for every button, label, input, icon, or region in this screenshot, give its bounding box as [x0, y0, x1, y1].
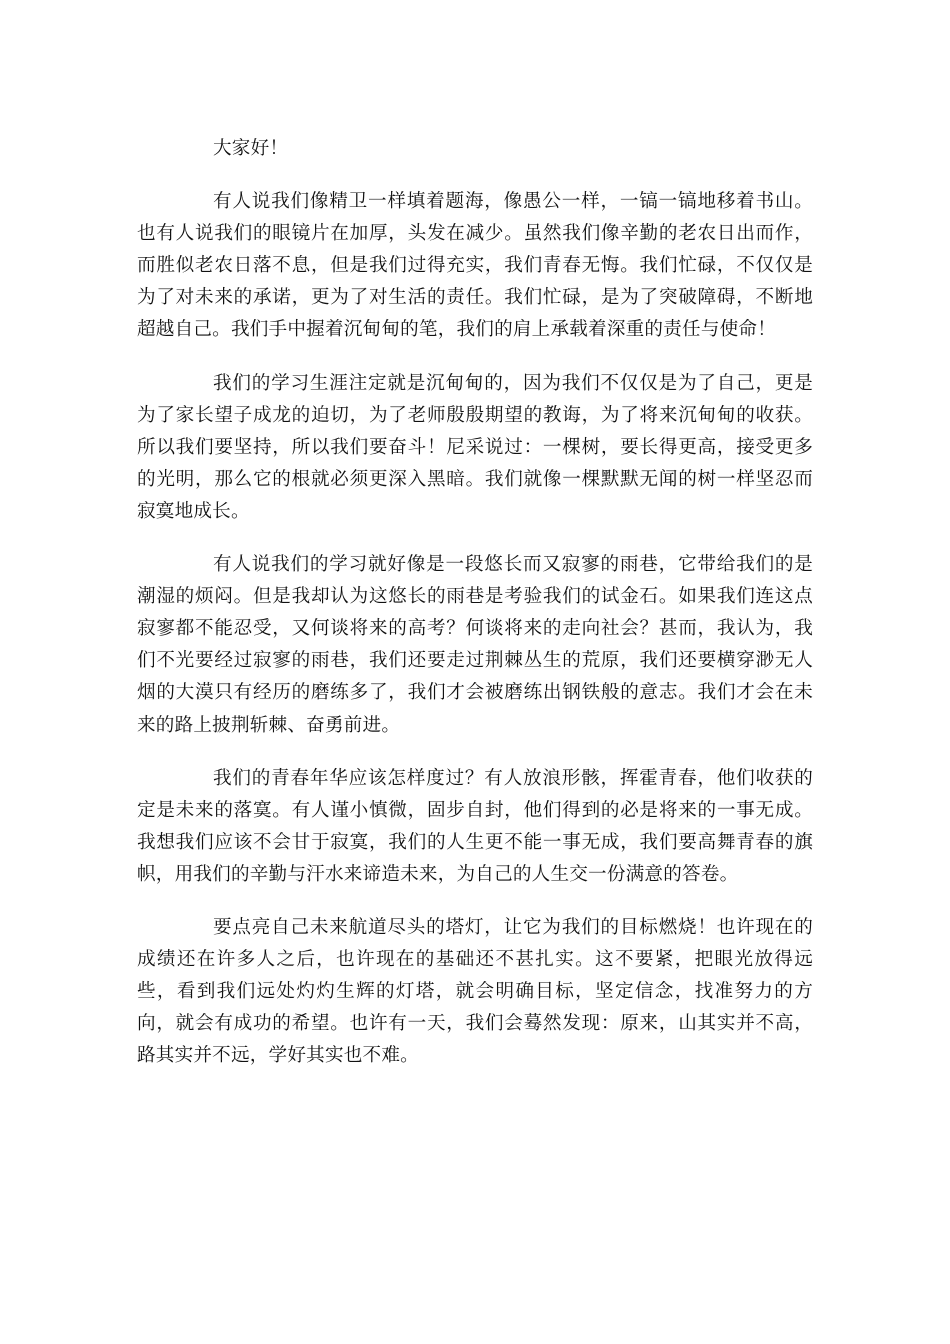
paragraph-5: 要点亮自己未来航道尽头的塔灯，让它为我们的目标燃烧！也许现在的成绩还在许多人之后，也许现在的基础还不甚扎实。这不要紧，把眼光放得远些，看到我们远处灼灼生辉的灯塔，就会明确目标，坚定信念，找准努力的方向，就会有成功的希望。也许有一天，我们会蓦然发现：原来，山其实并不高，路其实并不远，学好其实也不难。: [137, 916, 813, 1067]
paragraph-2: 我们的学习生涯注定就是沉甸甸的，因为我们不仅仅是为了自己，更是为了家长望子成龙的迫切，为了老师殷殷期望的教诲，为了将来沉甸甸的收获。所以我们要坚持，所以我们要奋斗！尼采说过：一棵树，要长得更高，接受更多的光明，那么它的根就必须更深入黑暗。我们就像一棵默默无闻的树一样坚忍而寂寞地成长。: [137, 372, 813, 522]
speech-text: [137, 133, 813, 1093]
paragraph-1: 有人说我们像精卫一样填着题海，像愚公一样，一镐一镐地移着书山。也有人说我们的眼镜片在加厚，头发在减少。虽然我们像辛勤的老农日出而作，而胜似老农日落不息，但是我们过得充实，我们青春无悔。我们忙碌，不仅仅是为了对未来的承诺，更为了对生活的责任。我们忙碌，是为了突破障碍，不断地超越自己。我们手中握着沉甸甸的笔，我们的肩上承载着深重的责任与使命！: [137, 191, 813, 341]
greeting: 大家好！: [213, 138, 289, 159]
paragraph-3: 有人说我们的学习就好像是一段悠长而又寂寥的雨巷，它带给我们的是潮湿的烦闷。但是我却认为这悠长的雨巷是考验我们的试金石。如果我们连这点寂寥都不能忍受，又何谈将来的高考？何谈将来的走向社会？甚而，我认为，我们不光要经过寂寥的雨巷，我们还要走过荆棘丛生的荒原，我们还要横穿渺无人烟的大漠只有经历的磨练多了，我们才会被磨练出钢铁般的意志。我们才会在未来的路上披荆斩棘、奋勇前进。: [137, 554, 813, 736]
paragraph-4: 我们的青春年华应该怎样度过？有人放浪形骸，挥霍青春，他们收获的定是未来的落寞。有人谨小慎微，固步自封，他们得到的必是将来的一事无成。我想我们应该不会甘于寂寞，我们的人生更不能一事无成，我们要高舞青春的旗帜，用我们的辛勤与汗水来谛造未来，为自己的人生交一份满意的答卷。: [137, 767, 813, 885]
